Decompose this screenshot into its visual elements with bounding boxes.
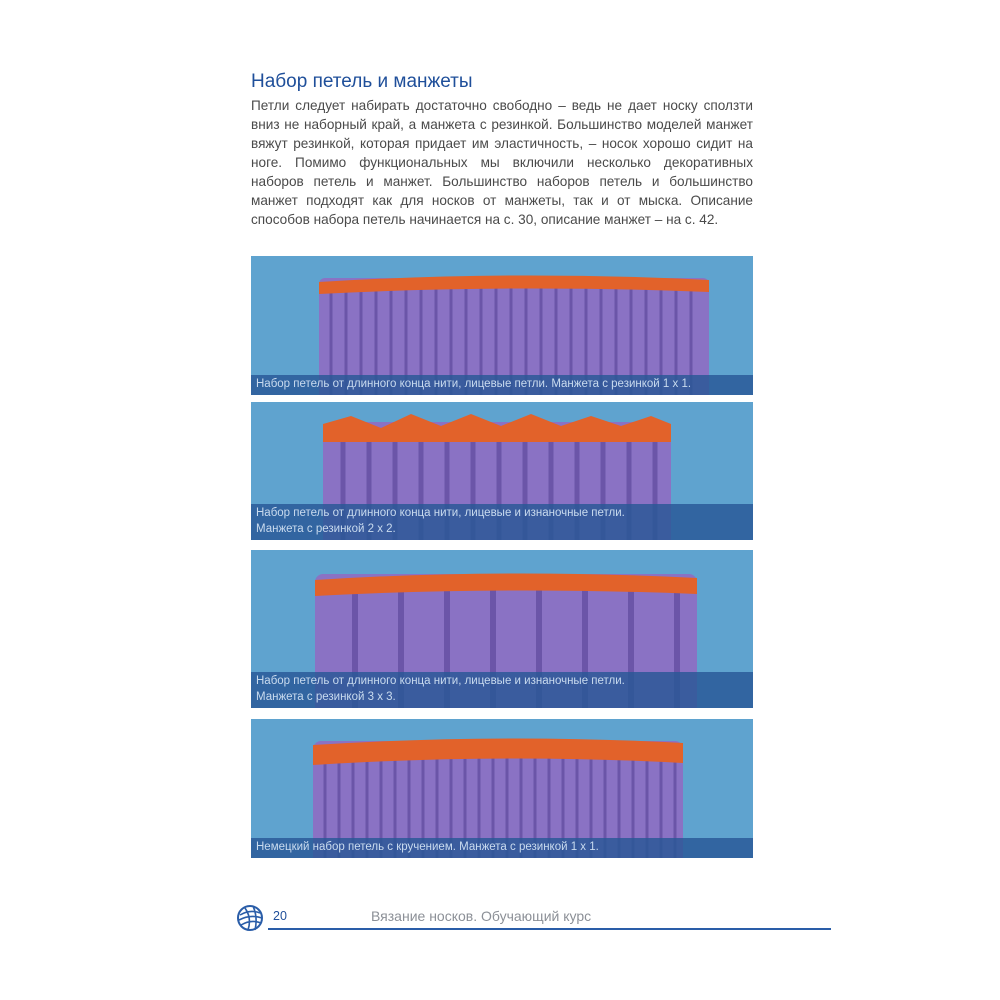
- book-title: Вязание носков. Обучающий курс: [371, 908, 592, 924]
- knit-photo-2: [251, 402, 753, 540]
- footer-rule: [268, 928, 831, 930]
- caption-line: Манжета с резинкой 3 х 3.: [256, 691, 396, 703]
- knit-photo-1: [251, 256, 753, 395]
- knit-photo-4: [251, 719, 753, 858]
- photo-caption-2: [251, 504, 753, 540]
- caption-line: Немецкий набор петель с кручением. Манжета с резинкой 1 х 1.: [256, 841, 599, 853]
- caption-line: Набор петель от длинного конца нити, лицевые и изнаночные петли.: [256, 507, 625, 519]
- photo-caption-1: [251, 375, 753, 395]
- page-number: 20: [273, 909, 287, 923]
- section-title: Набор петель и манжеты: [251, 71, 473, 92]
- caption-line: Набор петель от длинного конца нити, лицевые петли. Манжета с резинкой 1 х 1.: [256, 378, 692, 390]
- yarn-ball-icon: [236, 903, 266, 933]
- caption-line: Манжета с резинкой 2 х 2.: [256, 523, 396, 535]
- intro-paragraph: Петли следует набирать достаточно свободно – ведь не дает носку сползти вниз не наборный край, а манжета с резинкой. Большинство моделей манжет вяжут резинкой, которая придает им эластичность, – носок хорошо сидит на ноге. Помимо функциональных мы включили несколько декоративных наборов петель и манжет. Большинство наборов петель и большинство манжет подходят как для носков от манжеты, так и от мыска. Описание способов набора петель начинается на с. 30, описание манжет – на с. 42.: [251, 98, 753, 227]
- photo-caption-3: [251, 672, 753, 708]
- caption-line: Набор петель от длинного конца нити, лицевые и изнаночные петли.: [256, 675, 625, 687]
- photo-caption-4: [251, 838, 753, 858]
- knit-photo-3: [251, 550, 753, 708]
